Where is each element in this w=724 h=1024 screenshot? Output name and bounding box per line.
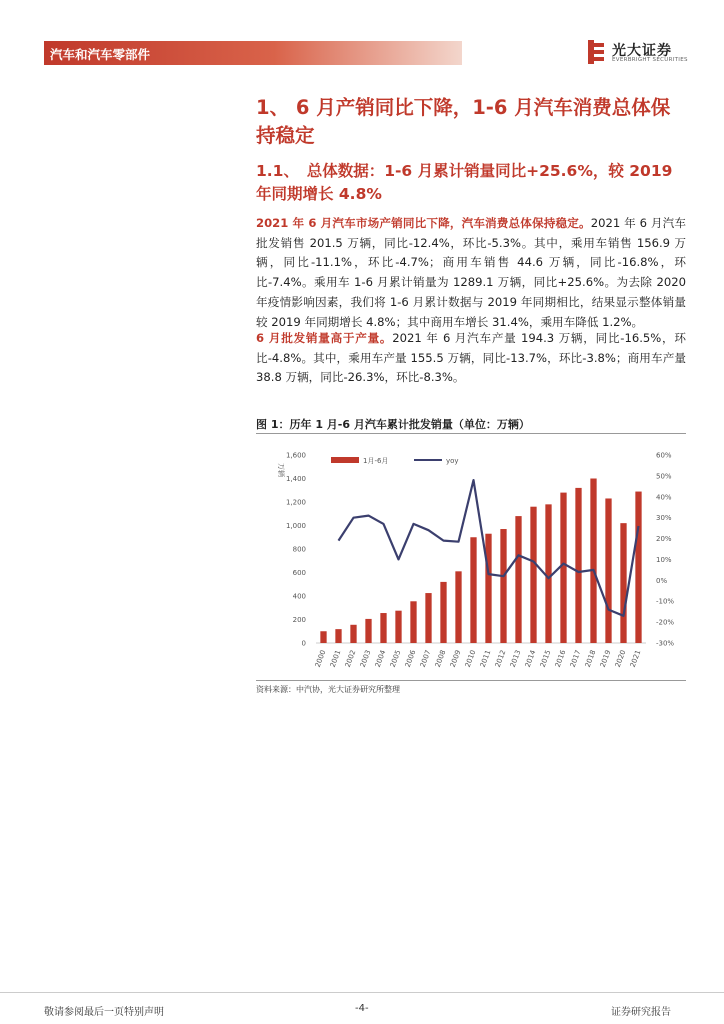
- right-axis-tick-label: -20%: [656, 618, 675, 627]
- x-axis-tick-label: 2002: [343, 648, 358, 669]
- left-axis-tick-label: 0: [301, 639, 306, 648]
- bar-2009: [455, 571, 461, 643]
- paragraph-lead: 2021 年 6 月汽车市场产销同比下降，汽车消费总体保持稳定。: [256, 216, 591, 230]
- bar-2021: [635, 492, 641, 643]
- paragraph-lead: 6 月批发销量高于产量。: [256, 331, 393, 345]
- everbright-logo-icon: [586, 40, 606, 64]
- paragraph-body: 2021 年 6 月汽车批发销售 201.5 万辆，同比-12.4%，环比-5.3%。其中，乘用车销售 156.9 万辆，同比-11.1%，环比-4.7%；商用车销售 44.6 万辆，同比-16.8%，环比-7.4%。乘用车 1-6 月累计销量为 1289.1 万辆，同比+25.6%。为去除 2020 年疫情影响因素，我们将 1-6 月累计数据与 2019 年同期相比，结果显示整体销量较 2019 年同期增长 4.8%；其中商用车增长 31.4%，乘用车降低 1.2%。: [256, 216, 686, 329]
- left-axis-tick-label: 1,000: [285, 522, 306, 530]
- bar-2006: [410, 601, 416, 643]
- x-axis-tick-label: 2014: [523, 648, 538, 669]
- bar-2002: [350, 625, 356, 643]
- x-axis-tick-label: 2001: [328, 648, 343, 669]
- x-axis-tick-label: 2019: [598, 648, 613, 669]
- x-axis-tick-label: 2015: [538, 648, 553, 669]
- section-header-bar: [44, 41, 462, 65]
- x-axis-tick-label: 2016: [553, 648, 568, 669]
- logo-chinese-name: 光大证券: [612, 43, 672, 59]
- x-axis-tick-label: 2017: [568, 648, 583, 669]
- right-axis-tick-label: 50%: [656, 472, 672, 481]
- legend-label-bars: 1月-6月: [363, 457, 389, 465]
- section-header-title: 汽车和汽车零部件: [50, 47, 151, 62]
- company-logo: [586, 38, 696, 68]
- footer-disclaimer: 敬请参阅最后一页特别声明: [44, 1007, 164, 1018]
- left-axis-tick-label: 200: [292, 616, 306, 624]
- logo-english-name: EVERBRIGHT SECURITIES: [612, 57, 688, 63]
- bar-2005: [395, 611, 401, 643]
- legend-swatch-bars: [331, 457, 359, 463]
- x-axis-tick-label: 2010: [463, 648, 478, 669]
- bar-2016: [560, 493, 566, 643]
- x-axis-tick-label: 2021: [628, 648, 643, 669]
- bar-2010: [470, 537, 476, 643]
- right-axis-tick-label: 0%: [656, 576, 668, 585]
- bar-2001: [335, 629, 341, 643]
- bar-2014: [530, 507, 536, 643]
- bar-2007: [425, 593, 431, 643]
- x-axis-tick-label: 2004: [373, 648, 388, 669]
- bar-2013: [515, 516, 521, 643]
- heading-level-1: 1、 6 月产销同比下降，1-6 月汽车消费总体保持稳定: [256, 96, 671, 147]
- bar-2012: [500, 529, 506, 643]
- x-axis-tick-label: 2018: [583, 648, 598, 669]
- x-axis-tick-label: 2007: [418, 648, 433, 669]
- x-axis-tick-label: 2013: [508, 648, 523, 669]
- x-axis-tick-label: 2000: [313, 648, 328, 669]
- bar-2020: [620, 523, 626, 643]
- left-axis-tick-label: 400: [292, 592, 306, 601]
- x-axis-tick-label: 2003: [358, 648, 373, 669]
- bar-2015: [545, 504, 551, 643]
- x-axis-tick-label: 2005: [388, 648, 403, 669]
- sales-chart: [256, 440, 686, 680]
- bar-2003: [365, 619, 371, 643]
- paragraph-body: 2021 年 6 月汽车产量 194.3 万辆，同比-16.5%，环比-4.8%。其中，乘用车产量 155.5 万辆，同比-13.7%，环比-3.8%；商用车产量 38.8 万辆，同比-26.3%，环比-8.3%。: [256, 331, 686, 385]
- figure-title: 图 1：历年 1 月-6 月汽车累计批发销量（单位：万辆）: [256, 418, 530, 431]
- right-axis-tick-label: 20%: [656, 535, 672, 544]
- figure-source: 资料来源：中汽协，光大证券研究所整理: [256, 685, 400, 694]
- left-axis-tick-label: 800: [292, 545, 306, 554]
- figure-bottom-rule: [256, 680, 686, 681]
- left-axis-unit-label: 万辆: [277, 463, 285, 477]
- right-axis-tick-label: 10%: [656, 555, 672, 564]
- bar-2019: [605, 498, 611, 643]
- page-number: -4-: [355, 1003, 369, 1014]
- footer-rule: [0, 992, 724, 993]
- heading-level-2: 1.1、 总体数据：1-6 月累计销量同比+25.6%，较 2019 年同期增长 4.8%: [256, 162, 673, 203]
- paragraph-sales-summary: [256, 214, 686, 332]
- bar-2017: [575, 488, 581, 643]
- right-axis-tick-label: 60%: [656, 451, 672, 460]
- figure-top-rule: [256, 433, 686, 434]
- bar-2018: [590, 479, 596, 644]
- x-axis-tick-label: 2006: [403, 648, 418, 669]
- right-axis-tick-label: 30%: [656, 514, 672, 523]
- x-axis-tick-label: 2012: [493, 648, 508, 669]
- left-axis-tick-label: 1,400: [285, 475, 306, 483]
- right-axis-tick-label: -30%: [656, 639, 675, 648]
- legend-label-line: yoy: [446, 457, 459, 465]
- left-axis-tick-label: 1,200: [285, 498, 306, 507]
- bar-2008: [440, 582, 446, 643]
- paragraph-production-summary: [256, 329, 686, 388]
- left-axis-tick-label: 1,600: [285, 451, 306, 460]
- x-axis-tick-label: 2011: [478, 648, 493, 669]
- bar-2000: [320, 631, 326, 643]
- x-axis-tick-label: 2009: [448, 648, 463, 669]
- footer-report-type: 证券研究报告: [611, 1007, 671, 1018]
- left-axis-tick-label: 600: [292, 569, 306, 577]
- right-axis-tick-label: -10%: [656, 597, 675, 606]
- x-axis-tick-label: 2020: [613, 648, 628, 669]
- bar-2004: [380, 613, 386, 643]
- right-axis-tick-label: 40%: [656, 493, 672, 502]
- x-axis-tick-label: 2008: [433, 648, 448, 669]
- bar-2011: [485, 534, 491, 643]
